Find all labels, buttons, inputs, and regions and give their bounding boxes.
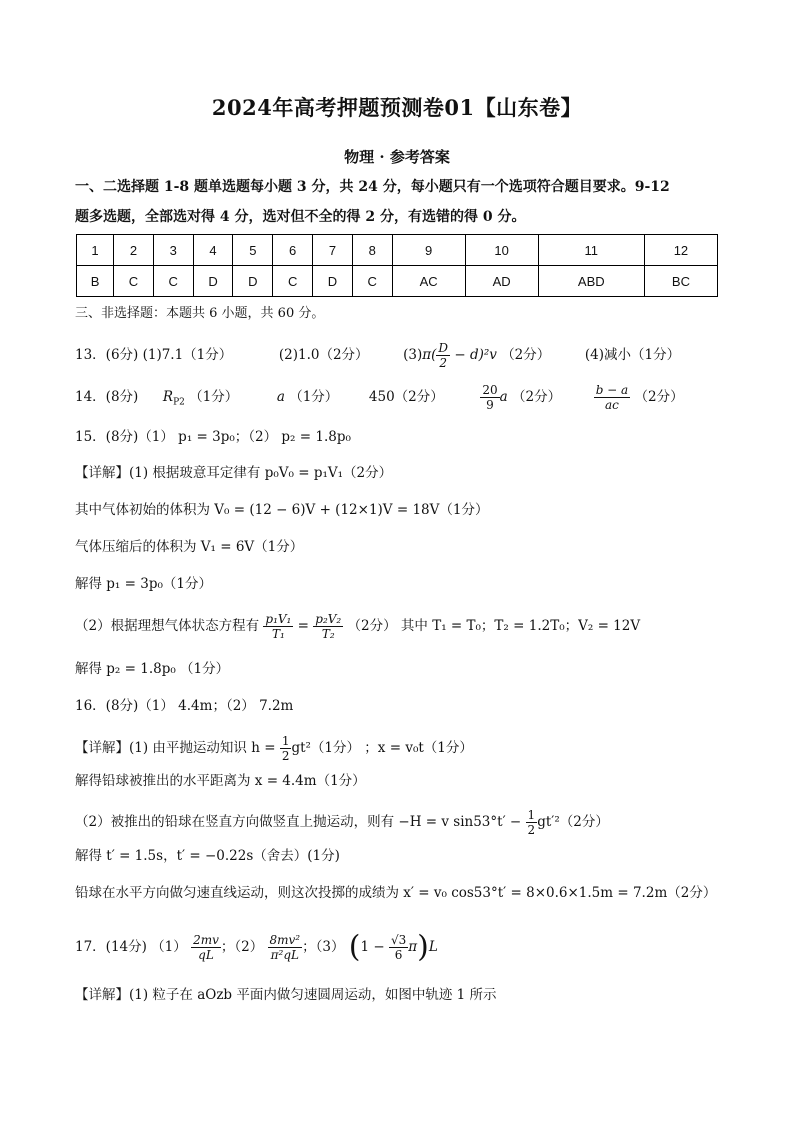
question-number-cell: 3 xyxy=(153,235,193,266)
fraction-numerator: b − a xyxy=(595,383,629,397)
fraction-denominator: T₂ xyxy=(321,627,335,641)
answer-table xyxy=(76,234,718,297)
q14-lead: 14．(8分) xyxy=(75,389,139,405)
q15-detail-5: （2）根据理想气体状态方程有 $\frac{\text{p₁V₁}}{\text{T₁}}$ = $\frac{\text{p₂V₂}}{\text{T₂}}$ （2分） 其中 T₁ = T₀；T₂ = 1.2T₀；V₂ = 12V xyxy=(75,612,641,641)
q16-detail-5: 铅球在水平方向做匀速直线运动，则这次投掷的成绩为 x′ = v₀ cos53°t′ = 8×0.6×1.5m = 7.2m（2分） xyxy=(75,885,717,901)
q16-detail-4: 解得 t′ = 1.5s，t′ = −0.22s（舍去）(1分) xyxy=(75,848,340,864)
section3-heading: 三、非选择题：本题共 6 小题，共 60 分。 xyxy=(75,306,325,321)
question-number-cell: 7 xyxy=(313,235,353,266)
fraction-denominator: qL xyxy=(198,948,214,962)
q15-detail-3: 气体压缩后的体积为 V₁ = 6V（1分） xyxy=(75,539,304,555)
answer-cell: D xyxy=(193,266,233,297)
question-number-cell: 11 xyxy=(538,235,644,266)
fraction-numerator: 8mv² xyxy=(269,933,301,947)
q17-pi: π xyxy=(408,939,418,955)
q17-fraction-1 xyxy=(191,933,221,962)
answer-cell: B xyxy=(77,266,114,297)
q14-score4: （2分） xyxy=(634,389,684,405)
q14-fraction-b-a-ac xyxy=(594,383,631,412)
q13-part2: (2)1.0（2分） xyxy=(278,347,369,363)
fraction-denominator: 9 xyxy=(486,398,494,412)
q13-line xyxy=(75,341,680,370)
question-number-cell: 1 xyxy=(77,235,114,266)
answer-cell: AC xyxy=(392,266,465,297)
fraction-numerator: p₁V₁ xyxy=(265,612,292,626)
q14-a-symbol: a xyxy=(276,389,285,405)
q16-detail-3-lead: （2）被推出的铅球在竖直方向做竖直上抛运动，则有 −H = v sin53°t′ − xyxy=(75,814,522,830)
q15-detail-6: 解得 p₂ = 1.8p₀ （1分） xyxy=(75,661,230,677)
answer-cell: D xyxy=(233,266,273,297)
q13-part4: (4)减小（1分） xyxy=(584,347,681,363)
q17-lead-line xyxy=(75,929,438,965)
answer-cell: D xyxy=(313,266,353,297)
q16-detail-1-lead: 【详解】(1) 由平抛运动知识 h = xyxy=(75,740,276,756)
page-subtitle: 物理 · 参考答案 xyxy=(344,148,450,166)
fraction-numerator: p₂V₂ xyxy=(315,612,342,626)
q17-lead: 17．(14分) （1） xyxy=(75,939,187,955)
answer-table-answer-row xyxy=(77,266,718,297)
question-number-cell: 12 xyxy=(644,235,717,266)
fraction-numerator: 1 xyxy=(281,734,290,748)
question-number-cell: 9 xyxy=(392,235,465,266)
q16-detail-3 xyxy=(75,808,609,837)
fraction-denominator: π²qL xyxy=(270,948,299,962)
q14-score1: （1分） xyxy=(189,389,239,405)
q13-formula: π( $\frac{D}{2}$ − d)²v xyxy=(422,341,497,370)
q16-detail-1-tail: gt²（1分） ；x = v₀t（1分） xyxy=(291,740,473,756)
fraction-denominator: ac xyxy=(605,398,619,412)
q13-part3-score: （2分） xyxy=(501,347,551,363)
page-title: 2024年高考押题预测卷01【山东卷】 xyxy=(211,95,583,120)
fraction-numerator: 1 xyxy=(527,808,536,822)
q15-detail-5-tail: （2分） 其中 T₁ = T₀；T₂ = 1.2T₀；V₂ = 12V xyxy=(347,618,641,634)
q15-detail-5-lead: （2）根据理想气体状态方程有 xyxy=(75,618,260,634)
q14-score3: （2分） xyxy=(512,389,562,405)
answer-cell: AD xyxy=(465,266,538,297)
fraction-numerator: √3 xyxy=(390,933,407,947)
q17-fraction-3 xyxy=(389,933,408,962)
fraction-denominator: 2 xyxy=(527,823,536,837)
q16-detail-3-tail: gt′²（2分） xyxy=(537,814,609,830)
question-number-cell: 10 xyxy=(465,235,538,266)
q15-detail-1: 【详解】(1) 根据玻意耳定律有 p₀V₀ = p₁V₁（2分） xyxy=(75,465,393,481)
q16-lead: 16．(8分)（1） 4.4m；（2） 7.2m xyxy=(75,698,294,714)
q16-fraction-half xyxy=(280,734,292,763)
q17-fraction-3-prefix: 1 − xyxy=(360,939,385,955)
q14-resistor-subscript: P2 xyxy=(173,397,185,408)
answer-cell: C xyxy=(273,266,313,297)
fraction-denominator: 6 xyxy=(394,948,403,962)
answer-cell: C xyxy=(352,266,392,297)
section1-instructions-line1: 一、二选择题 1-8 题单选题每小题 3 分，共 24 分，每小题只有一个选项符合题目要求。9-12 xyxy=(75,179,670,195)
q16-fraction-half-2 xyxy=(526,808,538,837)
answer-cell: BC xyxy=(644,266,717,297)
answer-cell: C xyxy=(114,266,154,297)
q14-score2: （1分） xyxy=(289,389,339,405)
q17-close-paren: ) xyxy=(417,929,429,965)
answer-cell: C xyxy=(153,266,193,297)
section1-instructions-line2: 题多选题，全部选对得 4 分，选对但不全的得 2 分，有选错的得 0 分。 xyxy=(75,209,526,225)
question-number-cell: 5 xyxy=(233,235,273,266)
fraction-numerator: 2mv xyxy=(193,933,219,947)
answer-cell: ABD xyxy=(538,266,644,297)
question-number-cell: 2 xyxy=(114,235,154,266)
q15-fraction-left xyxy=(263,612,293,641)
q17-separator-2: ；（3） xyxy=(302,939,345,955)
q13-lead: 13．(6分) (1)7.1（1分） xyxy=(75,347,233,363)
q15-fraction-right xyxy=(313,612,343,641)
q17-fraction-2 xyxy=(268,933,303,962)
question-number-cell: 4 xyxy=(193,235,233,266)
q17-tail-L: L xyxy=(428,939,438,955)
question-number-cell: 6 xyxy=(273,235,313,266)
q16-detail-2: 解得铅球被推出的水平距离为 x = 4.4m（1分） xyxy=(75,773,366,789)
q15-detail-4: 解得 p₁ = 3p₀（1分） xyxy=(75,576,212,592)
fraction-numerator: 20 xyxy=(482,383,498,397)
q17-separator-1: ；（2） xyxy=(220,939,264,955)
fraction-denominator: 2 xyxy=(281,749,290,763)
q15-lead: 15．(8分)（1） p₁ = 3p₀；（2） p₂ = 1.8p₀ xyxy=(75,429,351,445)
fraction-denominator: T₁ xyxy=(271,627,285,641)
q14-value-450: 450（2分） xyxy=(368,389,444,405)
q16-detail-1 xyxy=(75,734,473,763)
q17-open-paren: ( xyxy=(348,929,361,965)
answer-table-number-row xyxy=(77,235,718,266)
q14-resistor-symbol: R xyxy=(162,389,174,405)
q15-detail-2: 其中气体初始的体积为 V₀ = (12 − 6)V + (12×1)V = 18V（1分） xyxy=(75,502,489,518)
q13-part3-label: (3) xyxy=(403,347,423,363)
question-number-cell: 8 xyxy=(352,235,392,266)
q17-detail-1: 【详解】(1) 粒子在 aOzb 平面内做匀速圆周运动，如图中轨迹 1 所示 xyxy=(75,987,497,1003)
q14-fraction-20-9 xyxy=(480,383,499,412)
q14-line: 14．(8分) $R_{P2}$ （1分） a （1分） 450（2分） $\frac{20}{9}$ a （2分） $\frac{b - a}{ac}$ （2分） xyxy=(75,383,684,412)
